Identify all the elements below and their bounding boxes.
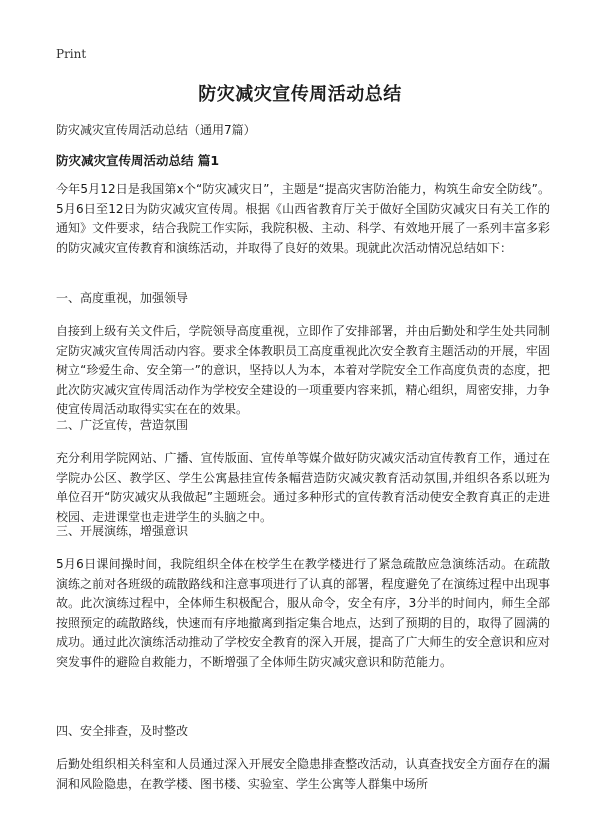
heading-leadership: 一、高度重视，加强领导 (56, 291, 189, 305)
heading-drill: 三、开展演练，增强意识 (56, 524, 189, 538)
paragraph-inspection: 后勤处组织相关科室和人员通过深入开展安全隐患排查整改活动，认真查找安全方面存在的漏洞和风险隐患，在教学楼、图书楼、实验室、学生公寓等人群集中场所 (56, 757, 550, 791)
document-title: 防灾减灾宣传周活动总结 (198, 84, 402, 105)
document-subtitle: 防灾减灾宣传周活动总结（通用7篇） (56, 123, 256, 137)
paragraph-publicity: 充分利用学院网站、广播、宣传版面、宣传单等媒介做好防灾减灾活动宣传教育工作，通过在学院办公区、教学区、学生公寓悬挂宣传条幅营造防灾减灾教育活动氛围,并组织各系以班为单位召开“防灾减灾从我做起”主题班会。通过多种形式的宣传教育活动使安全教育真正的走进校园、走进课堂也走进学生的头脑之中。 (56, 451, 550, 524)
print-label[interactable]: Print (56, 47, 87, 61)
intro-paragraph: 今年5月12日是我国第x个“防灾减灾日”，主题是“提高灾害防治能力，构筑生命安全防线”。5月6日至12日为防灾减灾宣传周。根据《山西省教育厅关于做好全国防灾减灾日有关工作的通知》文件要求，结合我院工作实际，我院积极、主动、科学、有效地开展了一系列丰富多彩的防灾减灾宣传教育和演练活动，并取得了良好的效果。现就此次活动情况总结如下： (56, 182, 550, 255)
heading-publicity: 二、广泛宣传，营造氛围 (56, 418, 189, 432)
paragraph-drill: 5月6日课间操时间，我院组织全体在校学生在教学楼进行了紧急疏散应急演练活动。在疏散演练之前对各班级的疏散路线和注意事项进行了认真的部署，程度避免了在演练过程中出现事故。此次演练过程中，全体师生积极配合，服从命令，安全有序，3分半的时间内，师生全部按照预定的疏散路线，快速而有序地撤离到指定集合地点，达到了预期的目的，取得了圆满的成功。通过此次演练活动推动了学校安全教育的深入开展，提高了广大师生的安全意识和应对突发事件的避险自救能力，不断增强了全体师生防灾减灾意识和防范能力。 (56, 557, 550, 669)
heading-inspection: 四、安全排查，及时整改 (56, 724, 189, 738)
section-title: 防灾减灾宣传周活动总结 篇1 (56, 153, 220, 168)
paragraph-leadership: 自接到上级有关文件后，学院领导高度重视，立即作了安排部署，并由后勤处和学生处共同制定防灾减灾宣传周活动内容。要求全体教职员工高度重视此次安全教育主题活动的开展，牢固树立“珍爱生命、安全第一”的意识，坚持以人为本，本着对学院安全工作高度负责的态度，把此次防灾减灾宣传周活动作为学校安全建设的一项重要内容来抓，精心组织，周密安排，力争使宣传周活动取得实实在在的效果。 (56, 324, 550, 417)
